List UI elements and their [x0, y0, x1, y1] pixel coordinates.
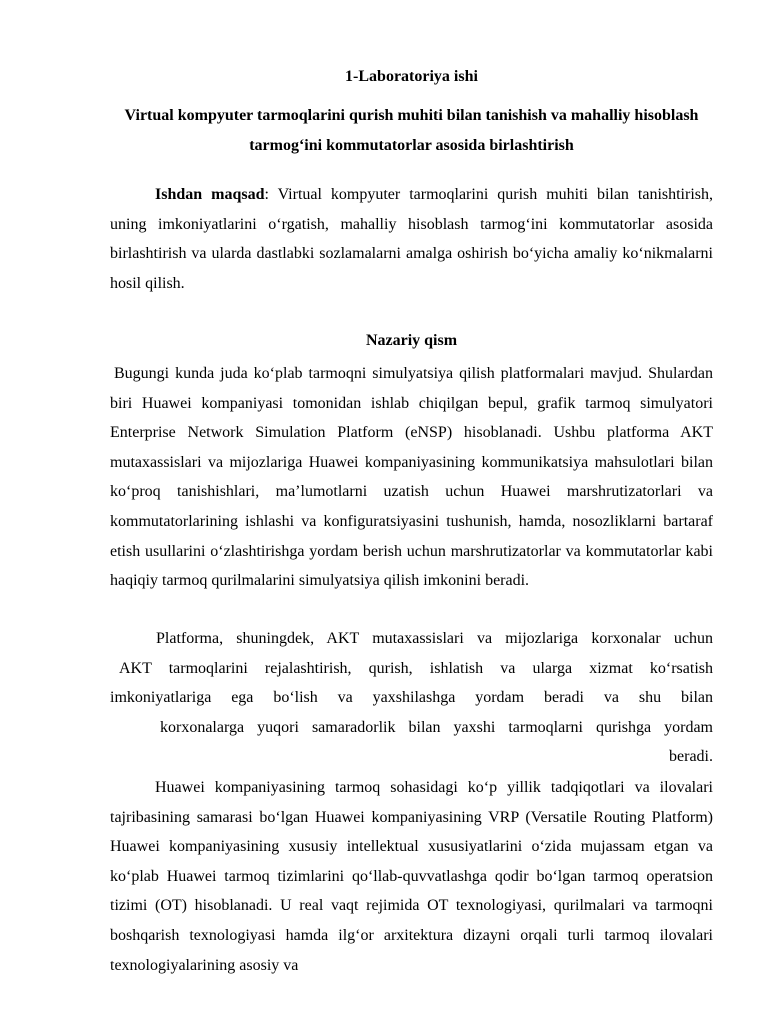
- goal-label: Ishdan maqsad: [155, 186, 265, 203]
- theory-paragraph-2: [110, 624, 713, 772]
- paragraph-2-line: korxonalarga yuqori samaradorlik bilan yaxshi tarmoqlarni qurishga yordam: [160, 718, 713, 736]
- paragraph-2-line: beradi.: [669, 748, 713, 766]
- goal-paragraph: [110, 180, 713, 298]
- theory-paragraph-3: Huawei kompaniyasining tarmoq sohasidagi ko‘p yillik tadqiqotlari va ilovalari tajribasining samarasi bo‘lgan Huawei kompaniyasining VRP (Versatile Routing Platform) Huawei kompaniyasining xususiy intellektual xususiyatlarini o‘zida mujassam etgan va ko‘plab Huawei tarmoq tizimlarini qo‘llab-quvvatlashga qodir bo‘lgan tarmoq operatsion tizimi (OT) hisoblanadi. U real vaqt rejimida OT texnologiyasi, qurilmalari va tarmoqni boshqarish texnologiyasi hamda ilg‘or arxitektura dizayni orqali turli tarmoq ilovalari texnologiyalarining asosiy va: [110, 779, 713, 974]
- paragraph-2-line: AKT tarmoqlarini rejalashtirish, qurish, ishlatish va ularga xizmat ko‘rsatish: [119, 659, 713, 677]
- paragraph-2-line: imkoniyatlariga ega bo‘lish va yaxshilashga yordam beradi va shu bilan: [110, 689, 713, 707]
- paragraph-2-line: Platforma, shuningdek, AKT mutaxassislari va mijozlariga korxonalar uchun: [156, 630, 713, 647]
- lab-topic: Virtual kompyuter tarmoqlarini qurish muhiti bilan tanishish va mahalliy hisoblash tarmog‘ini kommutatorlar asosida birlashtirish: [124, 107, 699, 154]
- goal-text: : Virtual kompyuter tarmoqlarini qurish muhiti bilan tanishtirish, uning imkoniyatlarini o‘rgatish, mahalliy hisoblash tarmog‘ini kommutatorlar asosida birlashtirish va ularda dastlabki sozlamalarni amalga oshirish bo‘yicha amaliy ko‘nikmalarni hosil qilish.: [110, 186, 713, 292]
- theory-heading: Nazariy qism: [365, 332, 458, 349]
- theory-paragraph-1: Bugungi kunda juda ko‘plab tarmoqni simulyatsiya qilish platformalari mavjud. Shulardan biri Huawei kompaniyasi tomonidan ishlab chiqilgan bepul, grafik tarmoq simulyatori Enterprise Network Simulation Platform (eNSP) hisoblanadi. Ushbu platforma AKT mutaxassislari va mijozlariga Huawei kompaniyasining kommunikatsiya mahsulotlari bilan ko‘proq tanishishlari, ma’lumotlarni uzatish uchun Huawei marshrutizatorlari va kommutatorlarining ishlashi va konfiguratsiyasini tushunish, hamda, nosozliklarni bartaraf etish usullarini o‘zlashtirishga yordam berish uchun marshrutizatorlar va kommutatorlar kabi haqiqiy tarmoq qurilmalarini simulyatsiya qilish imkonini beradi.: [110, 365, 713, 590]
- lab-title: 1-Laboratoriya ishi: [345, 68, 478, 85]
